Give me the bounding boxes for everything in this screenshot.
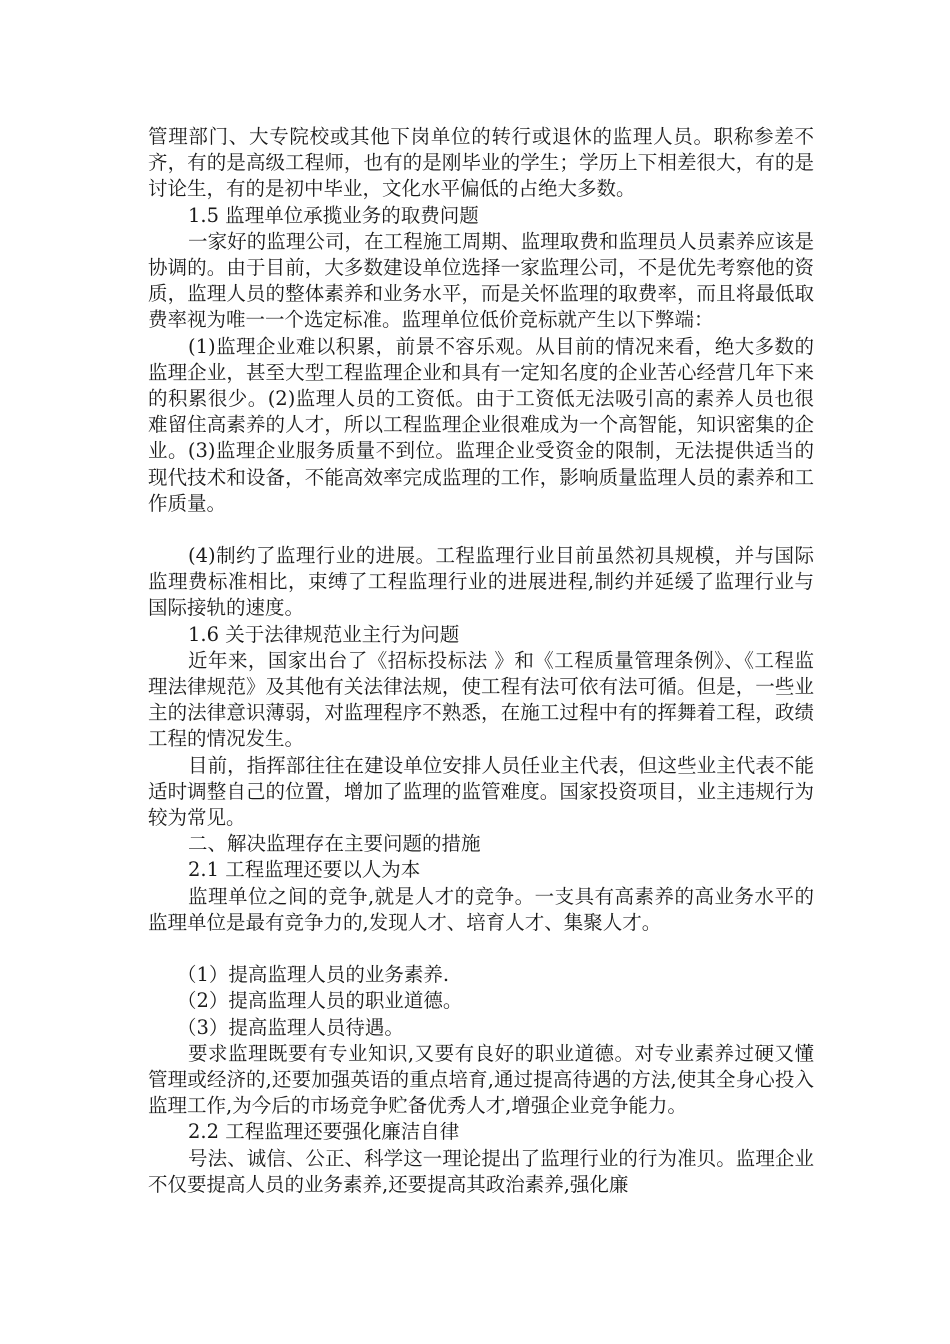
section-heading-1-5: 1.5 监理单位承揽业务的取费问题: [188, 203, 479, 227]
paragraph-owner-representatives: 目前，指挥部往往在建设单位安排人员任业主代表，但这些业主代表不能适时调整自己的位置，增加了监理的监管难度。国家投资项目，业主违规行为较为常见。: [148, 753, 814, 830]
paragraph-requirements: 要求监理既要有专业知识,又要有良好的职业道德。对专业素养过硬又懂管理或经济的,还要加强英语的重点培育,通过提高待遇的方法,使其全身心投入监理工作,为今后的市场竞争贮备优秀人才,增强企业竞争能力。: [148, 1041, 814, 1118]
section-heading-1-6: 1.6 关于法律规范业主行为问题: [188, 622, 460, 646]
paragraph-drawbacks-list: (1)监理企业难以积累，前景不容乐观。从目前的情况来看，绝大多数的监理企业，甚至大型工程监理企业和具有一定知名度的企业苦心经营几年下来的积累很少。(2)监理人员的工资低。由于工资低无法吸引高的素养人员也很难留住高素养的人才，所以工程监理企业很难成为一个高智能，知识密集的企业。(3)监理企业服务质量不到位。监理企业受资金的限制，无法提供适当的现代技术和设备，不能高效率完成监理的工作，影响质量监理人员的素养和工作质量。: [148, 334, 814, 515]
section-heading-2: 二、解决监理存在主要问题的措施: [188, 832, 481, 856]
section-heading-2-1: 2.1 工程监理还要以人为本: [188, 858, 421, 882]
paragraph-staff-qualifications: 管理部门、大专院校或其他下岗单位的转行或退休的监理人员。职称参差不齐，有的是高级工程师，也有的是刚毕业的学生；学历上下相差很大，有的是讨论生，有的是初中毕业，文化水平偏低的占绝大多数。: [148, 125, 814, 201]
list-item-1: （1）提高监理人员的业务素养.: [177, 963, 450, 987]
paragraph-fee-coordination: 一家好的监理公司，在工程施工周期、监理取费和监理员人员素养应该是协调的。由于目前，大多数建设单位选择一家监理公司，不是优先考察他的资质，监理人员的整体素养和业务水平，而是关怀监理的取费率，而且将最低取费率视为唯一一个选定标准。监理单位低价竞标就产生以下弊端：: [148, 229, 814, 332]
document-body: [148, 124, 814, 1198]
paragraph-integrity: 号法、诚信、公正、科学这一理论提出了监理行业的行为准贝。监理企业不仅要提高人员的业务素养,还要提高其政治素养,强化廉: [148, 1146, 814, 1196]
paragraph-laws: 近年来，国家出台了《招标投标法 》和《工程质量管理条例》、《工程监理法律规范》及其他有关法律法规，使工程有法可依有法可循。但是，一些业主的法律意识薄弱，对监理程序不熟悉，在施工过程中有的挥舞着工程，政绩工程的情况发生。: [148, 648, 814, 751]
list-item-3: （3）提高监理人员待遇。: [177, 1015, 404, 1039]
section-heading-2-2: 2.2 工程监理还要强化廉洁自律: [188, 1120, 460, 1144]
list-item-2: （2）提高监理人员的职业道德。: [177, 989, 463, 1013]
paragraph-drawback-4: (4)制约了监理行业的进展。工程监理行业目前虽然初具规模，并与国际监理费标准相比，束缚了工程监理行业的进展进程,制约并延缓了监理行业与国际接轨的速度。: [148, 544, 814, 620]
paragraph-talent-competition: 监理单位之间的竞争,就是人才的竞争。一支具有高素养的高业务水平的监理单位是最有竞争力的,发现人才、培育人才、集聚人才。: [148, 884, 814, 934]
